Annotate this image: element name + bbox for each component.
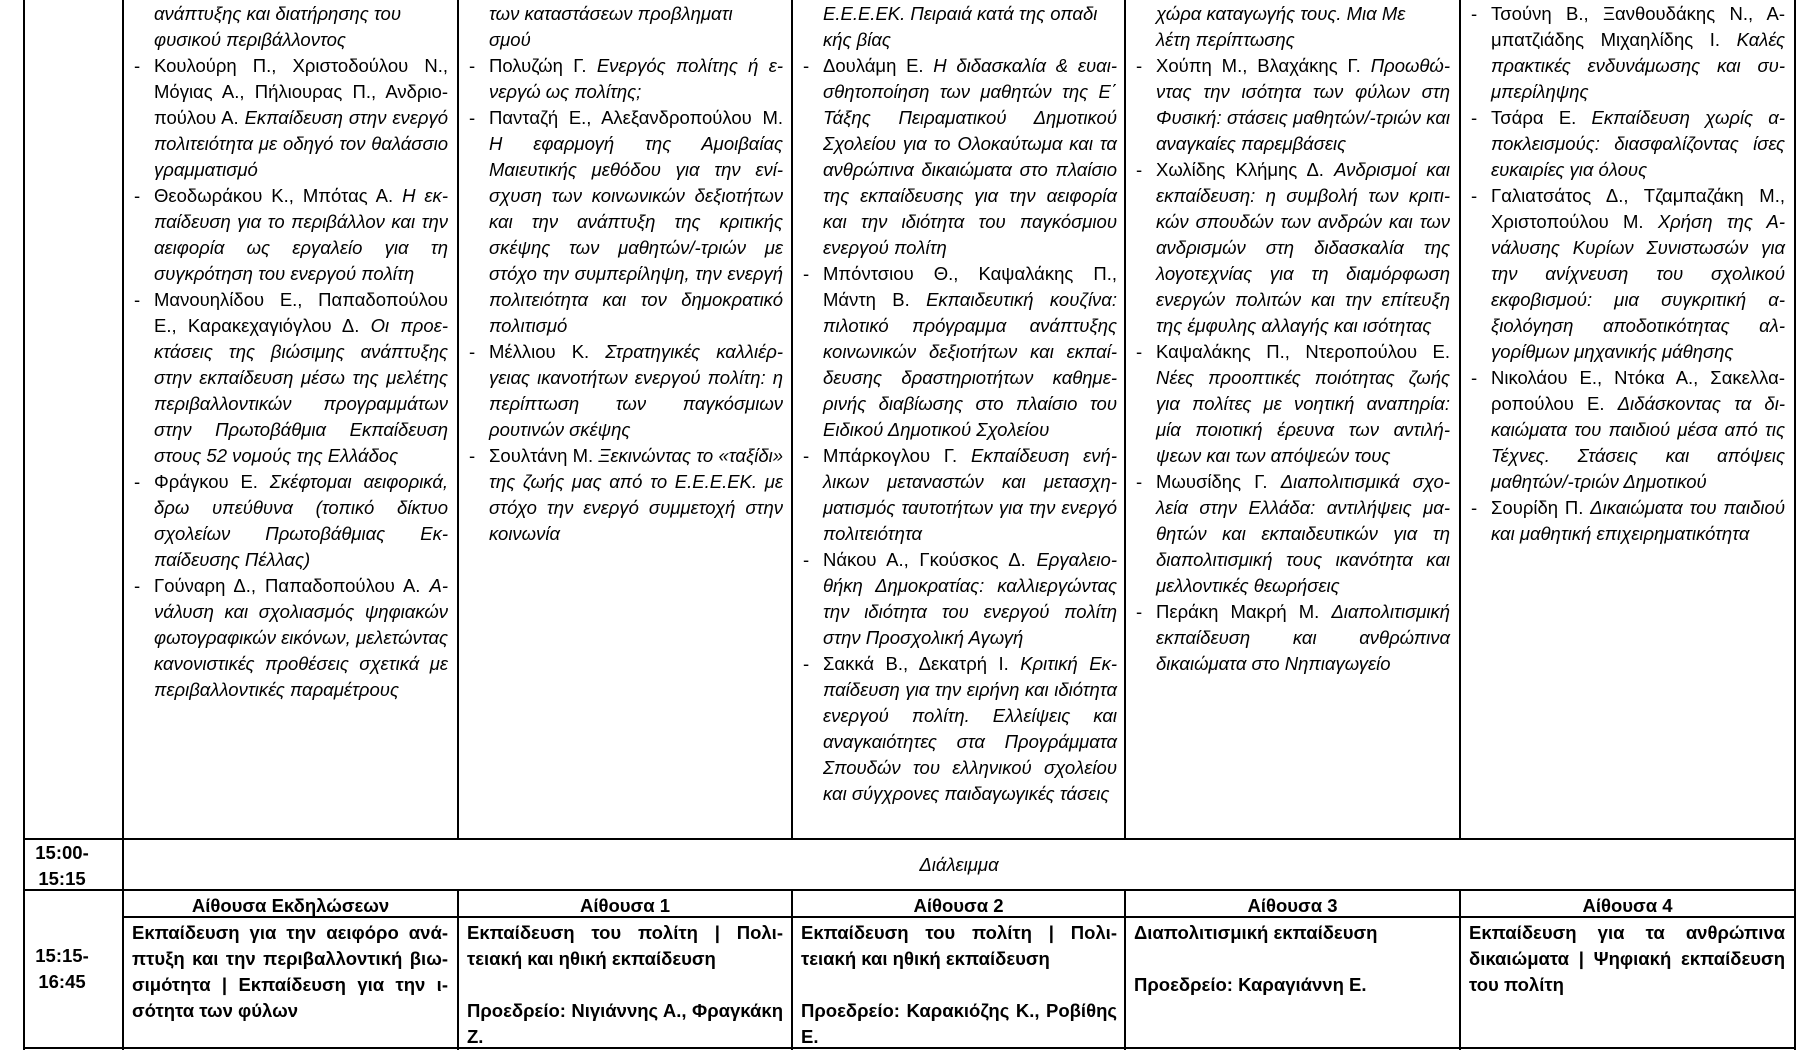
presentation-entry <box>801 443 1117 547</box>
presentation-entry <box>801 261 1117 443</box>
list-bullet: - <box>1136 471 1143 492</box>
list-bullet: - <box>803 445 810 466</box>
session-time-start: 15:15- <box>35 945 89 966</box>
column-hall-4 <box>1469 1 1785 547</box>
presentation-title: Ενεργός πολίτης ή ενεργώ ως πολίτης; <box>489 55 784 102</box>
presentation-entry <box>1134 469 1450 599</box>
list-bullet: - <box>469 107 476 128</box>
presentation-title: Δικαιώματα του παιδιού και μαθητική επιχειρηματικότητα <box>1491 497 1786 544</box>
presentation-entry <box>1469 1 1785 105</box>
session-chair: Προεδρείο: Καρακιόζης Κ., Ροβίθης Ε. <box>801 1000 1117 1047</box>
list-bullet: - <box>134 471 141 492</box>
presentation-entry <box>132 53 448 183</box>
presentation-title: Χρήση της Ανάλυσης Κυρίων Συνιστωσών για την ανίχνευση του σχολικού εκφοβισμού: μια συγκριτική αξιολόγηση αποδοτικότητας αλγορίθμων μηχανικής μάθησης <box>1491 211 1785 362</box>
continued-title-line: φυσικού περιβάλλοντος <box>154 29 346 50</box>
session-cell <box>132 920 448 1024</box>
session-topic: Εκπαίδευση για την αειφόρο ανάπτυξη και την περιβαλλοντική βιωσιμότητα | Εκπαίδευση για την ισότητα των φύλων <box>132 922 448 1021</box>
presentation-entry <box>132 469 448 573</box>
break-time <box>4 840 120 892</box>
presentation-authors: Σακκά Β., Δεκατρή Ι. <box>823 653 1009 674</box>
presentation-authors: Μέλλιου Κ. <box>489 341 590 362</box>
session-time-end: 16:45 <box>38 971 86 992</box>
presentation-entry <box>1134 339 1450 469</box>
presentation-title: Η διδασκαλία & ευαισθητοποίηση των μαθητών της Ε΄ Τάξης Πειραματικού Δημοτικού Σχολείου για το Ολοκαύτωμα και τα ανθρώπινα δικαιώματα στο πλαίσιο της εκπαίδευσης για την αειφορία και την ιδιότητα του παγκόσμιου ενεργού πολίτη <box>823 55 1117 258</box>
presentation-entry <box>801 651 1117 807</box>
presentation-authors: Μωυσίδης Γ. <box>1156 471 1268 492</box>
presentation-authors: Τσάρα Ε. <box>1491 107 1577 128</box>
list-bullet: - <box>1471 497 1478 518</box>
presentation-authors: Περάκη Μακρή Μ. <box>1156 601 1320 622</box>
presentation-authors: Πανταζή Ε., Αλεξανδροπούλου Μ. <box>489 107 783 128</box>
hall-header: Αίθουσα Εκδηλώσεων <box>191 895 390 916</box>
presentation-title: Διαπολιτισμική εκπαίδευση και ανθρώπινα δικαιώματα στο Νηπιαγωγείο <box>1156 601 1450 674</box>
presentation-entry <box>1469 495 1785 547</box>
session-cell <box>801 920 1117 1050</box>
list-bullet: - <box>1471 107 1478 128</box>
presentation-entry <box>132 183 448 287</box>
presentation-entry <box>1469 365 1785 495</box>
presentation-title: Εκπαίδευση στην ενεργό πολιτειότητα με οδηγό τον θαλάσσιο γραμματισμό <box>154 107 448 180</box>
list-bullet: - <box>134 185 141 206</box>
column-hall-3 <box>1134 1 1450 677</box>
presentation-authors: Χούπη Μ., Βλαχάκης Γ. <box>1156 55 1361 76</box>
session-cell <box>1134 920 1450 998</box>
presentation-entry <box>467 53 783 105</box>
presentation-title: Σκέφτομαι αειφορικά, δρω υπεύθυνα (τοπικό δίκτυο σχολείων Πρωτοβάθμιας Εκπαίδευσης Πέλλας) <box>154 471 449 570</box>
list-bullet: - <box>134 575 141 596</box>
hall-header: Αίθουσα 2 <box>913 895 1004 916</box>
presentation-entry <box>1134 53 1450 157</box>
continued-title-line: των καταστάσεων προβληματι <box>489 3 733 24</box>
presentation-entry <box>467 443 783 547</box>
presentation-entry <box>132 573 448 703</box>
hall-header: Αίθουσα 4 <box>1582 895 1673 916</box>
hall-header: Αίθουσα 3 <box>1247 895 1338 916</box>
presentation-authors: Σουρίδη Π. <box>1491 497 1584 518</box>
session-topic: Διαπολιτισμική εκπαίδευση <box>1134 922 1378 943</box>
presentation-entry <box>467 339 783 443</box>
column-events-hall <box>132 1 448 703</box>
presentation-title: Η εφαρμογή της Αμοιβαίας Μαιευτικής μεθόδου για την ενίσχυση των κοινωνικών δεξιοτήτων και την ανάπτυξη της κριτικής σκέψης των μαθητών/-τριών με στόχο την συμπερίληψη, την ενεργή πολιτειότητα και τον δημοκρατικό πολιτισμό <box>489 133 783 336</box>
presentation-title: Κριτική Εκπαίδευση για την ειρήνη και ιδιότητα ενεργού πολίτη. Ελλείψεις και αναγκαιότητες στα Προγράμματα Σπουδών του ελληνικού σχολείου και σύγχρονες παιδαγωγικές τάσεις <box>823 653 1118 804</box>
session-cell <box>467 920 783 1050</box>
presentation-entry <box>1134 599 1450 677</box>
list-bullet: - <box>1136 55 1143 76</box>
presentation-authors: Μανουηλίδου Ε., Παπαδοπούλου Ε., Καρακεχαγιόγλου Δ. <box>154 289 448 336</box>
continued-title-line: χώρα καταγωγής τους. Μια Με <box>1156 3 1406 24</box>
list-bullet: - <box>469 55 476 76</box>
presentation-authors: Καψαλάκης Π., Ντεροπούλου Ε. <box>1156 341 1450 362</box>
list-bullet: - <box>1471 367 1478 388</box>
continued-title-line: κής βίας <box>823 29 891 50</box>
continued-title-line: Ε.Ε.Ε.ΕΚ. Πειραιά κατά της οπαδι <box>823 3 1098 24</box>
break-label: Διάλειμμα <box>919 854 999 875</box>
presentation-title: Νέες προοπτικές ποιότητας ζωής για πολίτες με νοητική αναπηρία: μία ποιοτική έρευνα των αντιλήψεων και των απόψεών τους <box>1156 367 1450 466</box>
presentation-authors: Μπάρκογλου Γ. <box>823 445 958 466</box>
presentation-authors: Δουλάμη Ε. <box>823 55 924 76</box>
presentation-title: Εκπαιδευτική κουζίνα: πιλοτικό πρόγραμμα ανάπτυξης κοινωνικών δεξιοτήτων και εκπαίδευσης δραστηριοτήτων καθημερινής διαβίωσης στο πλαίσιο του Ειδικού Δημοτικού Σχολείου <box>823 289 1117 440</box>
presentation-title: Ανδρισμοί και εκπαίδευση: η συμβολή των κριτικών σπουδών των ανδρών και των ανδρισμών στη διδασκαλία της λογοτεχνίας για τη διαμόρφωση ενεργών πολιτών και την επίτευξη της έμφυλης αλλαγής και ισότητας <box>1156 159 1451 336</box>
continued-title-line: ανάπτυξης και διατήρησης του <box>154 3 402 24</box>
continued-title-line: λέτη περίπτωσης <box>1156 29 1295 50</box>
list-bullet: - <box>803 55 810 76</box>
presentation-authors: Χωλίδης Κλήμης Δ. <box>1156 159 1324 180</box>
column-hall-2 <box>801 1 1117 807</box>
presentation-title: Στρατηγικές καλλιέργειας ικανοτήτων ενεργού πολίτη: η περίπτωση των παγκόσμιων ρουτινών σκέψης <box>489 341 783 440</box>
presentation-authors: Φράγκου Ε. <box>154 471 258 492</box>
list-bullet: - <box>469 445 476 466</box>
list-bullet: - <box>134 55 141 76</box>
list-bullet: - <box>803 263 810 284</box>
presentation-entry <box>467 105 783 339</box>
hall-header: Αίθουσα 1 <box>579 895 671 916</box>
presentation-authors: Μπόντσιου Θ., Καψαλάκης Π., Μάντη Β. <box>823 263 1117 310</box>
presentation-title: Προωθώντας την ισότητα των φύλων στη Φυσική: στάσεις μαθητών/-τριών και αναγκαίες παρεμβάσεις <box>1156 55 1451 154</box>
presentation-entry <box>132 287 448 469</box>
presentation-authors: Γαλιατσάτος Δ., Τζαμπαζάκη Μ., Χριστοπούλου Μ. <box>1491 185 1785 232</box>
presentation-authors: Νικολάου Ε., Ντόκα Α., Σακελλαροπούλου Ε. <box>1491 367 1785 414</box>
presentation-authors: Τσούνη Β., Ξανθουδάκης Ν., Αμπατζιάδης Μιχαηλίδης Ι. <box>1491 3 1785 50</box>
session-topic: Εκπαίδευση του πολίτη | Πολιτειακή και ηθική εκπαίδευση <box>801 922 1117 969</box>
break-time-start: 15:00- <box>35 842 89 863</box>
presentation-title: Ανάλυση και σχολιασμός ψηφιακών φωτογραφικών εικόνων, μελετώντας κανονιστικές προθέσεις σχετικά με περιβαλλοντικές παραμέτρους <box>154 575 448 700</box>
presentation-title: Ξεκινώντας το «ταξίδι» της ζωής μας από το Ε.Ε.Ε.ΕΚ. με στόχο την ενεργό συμμετοχή στην κοινωνία <box>489 445 784 544</box>
column-hall-1 <box>467 1 783 547</box>
presentation-entry <box>1134 157 1450 339</box>
session-cell <box>1469 920 1785 998</box>
list-bullet: - <box>134 289 141 310</box>
list-bullet: - <box>1471 3 1478 24</box>
presentation-entry <box>1469 105 1785 183</box>
break-time-end: 15:15 <box>38 868 86 889</box>
list-bullet: - <box>803 653 810 674</box>
session-topic: Εκπαίδευση για τα ανθρώπινα δικαιώματα | Ψηφιακή εκπαίδευση του πολίτη <box>1469 922 1785 995</box>
presentation-title: Οι προεκτάσεις της βιώσιμης ανάπτυξης στην εκπαίδευση μέσω της μελέτης περιβαλλοντικών προγραμμάτων στην Πρωτοβάθμια Εκπαίδευση στους 52 νομούς της Ελλάδος <box>154 315 448 466</box>
continued-title-line: σμού <box>489 29 531 50</box>
session-chair: Προεδρείο: Καραγιάννη Ε. <box>1134 974 1367 995</box>
session-time <box>4 943 120 995</box>
presentation-title: Εκπαίδευση χωρίς αποκλεισμούς: διασφαλίζοντας ίσες ευκαιρίες για όλους <box>1491 107 1785 180</box>
session-topic: Εκπαίδευση του πολίτη | Πολιτειακή και ηθική εκπαίδευση <box>467 922 783 969</box>
presentation-title: Εργαλειοθήκη Δημοκρατίας: καλλιεργώντας την ιδιότητα του ενεργού πολίτη στην Προσχολική Αγωγή <box>823 549 1117 648</box>
presentation-title: Διδάσκοντας τα δικαιώματα του παιδιού μέσα από τις Τέχνες. Στάσεις και απόψεις μαθητών/-τριών Δημοτικού <box>1491 393 1785 492</box>
list-bullet: - <box>1136 601 1143 622</box>
presentation-entry <box>801 53 1117 261</box>
presentation-title: Η εκπαίδευση για το περιβάλλον και την αειφορία ως εργαλείο για τη συγκρότηση του ενεργού πολίτη <box>154 185 448 284</box>
session-chair: Προεδρείο: Νιγιάννης Α., Φραγκάκη Ζ. <box>467 1000 783 1047</box>
list-bullet: - <box>469 341 476 362</box>
presentation-authors: Πολυζώη Γ. <box>489 55 587 76</box>
presentation-authors: Θεοδωράκου Κ., Μπότας Α. <box>154 185 394 206</box>
list-bullet: - <box>803 549 810 570</box>
list-bullet: - <box>1136 159 1143 180</box>
presentation-title: Διαπολιτισμικά σχολεία στην Ελλάδα: αντιλήψεις μαθητών και εκπαιδευτικών για τη διαπολιτισμική τους ικανότητα και μελλοντικές θεωρήσεις <box>1156 471 1450 596</box>
presentation-authors: Κουλούρη Π., Χριστοδούλου Ν., Μόγιας Α., Πήλιουρας Π., Ανδριοπούλου Α. <box>154 55 448 128</box>
presentation-entry <box>1469 183 1785 365</box>
presentation-authors: Γούναρη Δ., Παπαδοπούλου Α. <box>154 575 421 596</box>
list-bullet: - <box>1471 185 1478 206</box>
presentation-title: Καλές πρακτικές ενδυνάμωσης και συμπερίληψης <box>1491 29 1785 102</box>
presentation-title: Εκπαίδευση ενήλικων μεταναστών και μετασχηματισμός ταυτοτήτων για την ενεργό πολιτειότητα <box>823 445 1117 544</box>
presentation-entry <box>801 547 1117 651</box>
presentation-authors: Νάκου Α., Γκούσκος Δ. <box>823 549 1026 570</box>
presentation-authors: Σουλτάνη Μ. <box>489 445 594 466</box>
list-bullet: - <box>1136 341 1143 362</box>
